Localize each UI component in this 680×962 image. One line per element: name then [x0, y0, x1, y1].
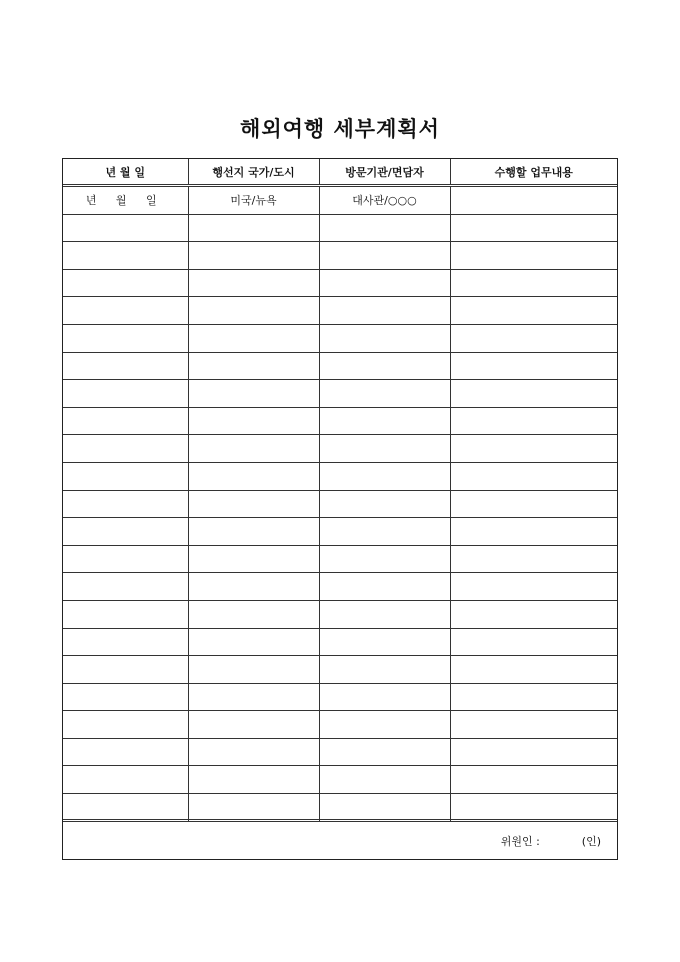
table-row — [63, 407, 617, 435]
date-cell[interactable] — [63, 214, 188, 242]
visit-cell[interactable] — [319, 518, 450, 546]
destination-cell[interactable] — [188, 545, 319, 573]
task-cell[interactable] — [450, 380, 617, 408]
table-row — [63, 518, 617, 546]
date-cell[interactable] — [63, 435, 188, 463]
table-row — [63, 380, 617, 408]
table-row — [63, 435, 617, 463]
task-cell[interactable] — [450, 766, 617, 794]
task-cell[interactable] — [450, 490, 617, 518]
example-row — [63, 186, 617, 215]
visit-cell[interactable] — [319, 573, 450, 601]
header-date: 년 월 일 — [63, 159, 188, 186]
date-cell[interactable] — [63, 269, 188, 297]
seal-label: (인) — [581, 835, 601, 848]
destination-cell[interactable] — [188, 297, 319, 325]
destination-cell[interactable] — [188, 711, 319, 739]
date-cell[interactable] — [63, 380, 188, 408]
task-cell[interactable] — [450, 545, 617, 573]
example-destination-cell[interactable]: 미국/뉴욕 — [188, 186, 319, 215]
destination-cell[interactable] — [188, 352, 319, 380]
date-cell[interactable] — [63, 297, 188, 325]
visit-cell[interactable] — [319, 766, 450, 794]
visit-cell[interactable] — [319, 656, 450, 684]
table-row — [63, 628, 617, 656]
visit-cell[interactable] — [319, 462, 450, 490]
visit-cell[interactable] — [319, 297, 450, 325]
task-cell[interactable] — [450, 628, 617, 656]
task-cell[interactable] — [450, 794, 617, 822]
task-cell[interactable] — [450, 738, 617, 766]
task-cell[interactable] — [450, 711, 617, 739]
table-row — [63, 656, 617, 684]
table-row — [63, 766, 617, 794]
table-row — [63, 214, 617, 242]
task-cell[interactable] — [450, 407, 617, 435]
destination-cell[interactable] — [188, 324, 319, 352]
visit-cell[interactable] — [319, 738, 450, 766]
destination-cell[interactable] — [188, 600, 319, 628]
destination-cell[interactable] — [188, 683, 319, 711]
destination-cell[interactable] — [188, 380, 319, 408]
date-cell[interactable] — [63, 545, 188, 573]
table-row — [63, 545, 617, 573]
visit-cell[interactable] — [319, 242, 450, 270]
date-cell[interactable] — [63, 352, 188, 380]
date-cell[interactable] — [63, 656, 188, 684]
destination-cell[interactable] — [188, 407, 319, 435]
visit-cell[interactable] — [319, 352, 450, 380]
date-cell[interactable] — [63, 573, 188, 601]
visit-cell[interactable] — [319, 628, 450, 656]
table-row — [63, 242, 617, 270]
date-cell[interactable] — [63, 490, 188, 518]
table-row — [63, 794, 617, 822]
task-cell[interactable] — [450, 297, 617, 325]
header-row — [63, 159, 617, 186]
task-cell[interactable] — [450, 242, 617, 270]
example-date-cell[interactable]: 년 월 일 — [63, 186, 188, 215]
visit-cell[interactable] — [319, 380, 450, 408]
task-cell[interactable] — [450, 214, 617, 242]
header-visit-org: 방문기관/면담자 — [319, 159, 450, 186]
table-row — [63, 573, 617, 601]
destination-cell[interactable] — [188, 462, 319, 490]
date-cell[interactable] — [63, 518, 188, 546]
table-row — [63, 490, 617, 518]
task-cell[interactable] — [450, 269, 617, 297]
destination-cell[interactable] — [188, 214, 319, 242]
table-row — [63, 683, 617, 711]
example-visit-cell[interactable]: 대사관/○○○ — [319, 186, 450, 215]
visit-cell[interactable] — [319, 600, 450, 628]
destination-cell[interactable] — [188, 628, 319, 656]
example-task-cell[interactable] — [450, 186, 617, 215]
table-row — [63, 462, 617, 490]
visit-cell[interactable] — [319, 269, 450, 297]
table-row — [63, 711, 617, 739]
visit-cell[interactable] — [319, 711, 450, 739]
destination-cell[interactable] — [188, 490, 319, 518]
visit-cell[interactable] — [319, 490, 450, 518]
header-destination: 행선지 국가/도시 — [188, 159, 319, 186]
destination-cell[interactable] — [188, 573, 319, 601]
task-cell[interactable] — [450, 573, 617, 601]
plan-table-container — [62, 158, 618, 860]
date-cell[interactable] — [63, 766, 188, 794]
date-cell[interactable] — [63, 794, 188, 822]
visit-cell[interactable] — [319, 324, 450, 352]
table-row — [63, 352, 617, 380]
destination-cell[interactable] — [188, 518, 319, 546]
header-task: 수행할 업무내용 — [450, 159, 617, 186]
page-title: 해외여행 세부계획서 — [240, 117, 440, 141]
date-cell[interactable] — [63, 600, 188, 628]
task-cell[interactable] — [450, 324, 617, 352]
applicant-label: 위원인 : — [500, 835, 540, 848]
date-cell[interactable] — [63, 242, 188, 270]
task-cell[interactable] — [450, 435, 617, 463]
plan-table — [63, 159, 617, 822]
visit-cell[interactable] — [319, 214, 450, 242]
visit-cell[interactable] — [319, 794, 450, 822]
task-cell[interactable] — [450, 352, 617, 380]
table-row — [63, 269, 617, 297]
destination-cell[interactable] — [188, 794, 319, 822]
table-row — [63, 324, 617, 352]
destination-cell[interactable] — [188, 242, 319, 270]
destination-cell[interactable] — [188, 435, 319, 463]
date-cell[interactable] — [63, 628, 188, 656]
date-cell[interactable] — [63, 683, 188, 711]
signature-area — [63, 819, 617, 859]
destination-cell[interactable] — [188, 738, 319, 766]
table-row — [63, 738, 617, 766]
date-cell[interactable] — [63, 711, 188, 739]
task-cell[interactable] — [450, 600, 617, 628]
destination-cell[interactable] — [188, 766, 319, 794]
date-cell[interactable] — [63, 738, 188, 766]
task-cell[interactable] — [450, 656, 617, 684]
visit-cell[interactable] — [319, 545, 450, 573]
visit-cell[interactable] — [319, 683, 450, 711]
date-cell[interactable] — [63, 462, 188, 490]
visit-cell[interactable] — [319, 407, 450, 435]
date-cell[interactable] — [63, 407, 188, 435]
table-row — [63, 600, 617, 628]
destination-cell[interactable] — [188, 269, 319, 297]
task-cell[interactable] — [450, 518, 617, 546]
task-cell[interactable] — [450, 683, 617, 711]
visit-cell[interactable] — [319, 435, 450, 463]
destination-cell[interactable] — [188, 656, 319, 684]
date-cell[interactable] — [63, 324, 188, 352]
task-cell[interactable] — [450, 462, 617, 490]
table-row — [63, 297, 617, 325]
